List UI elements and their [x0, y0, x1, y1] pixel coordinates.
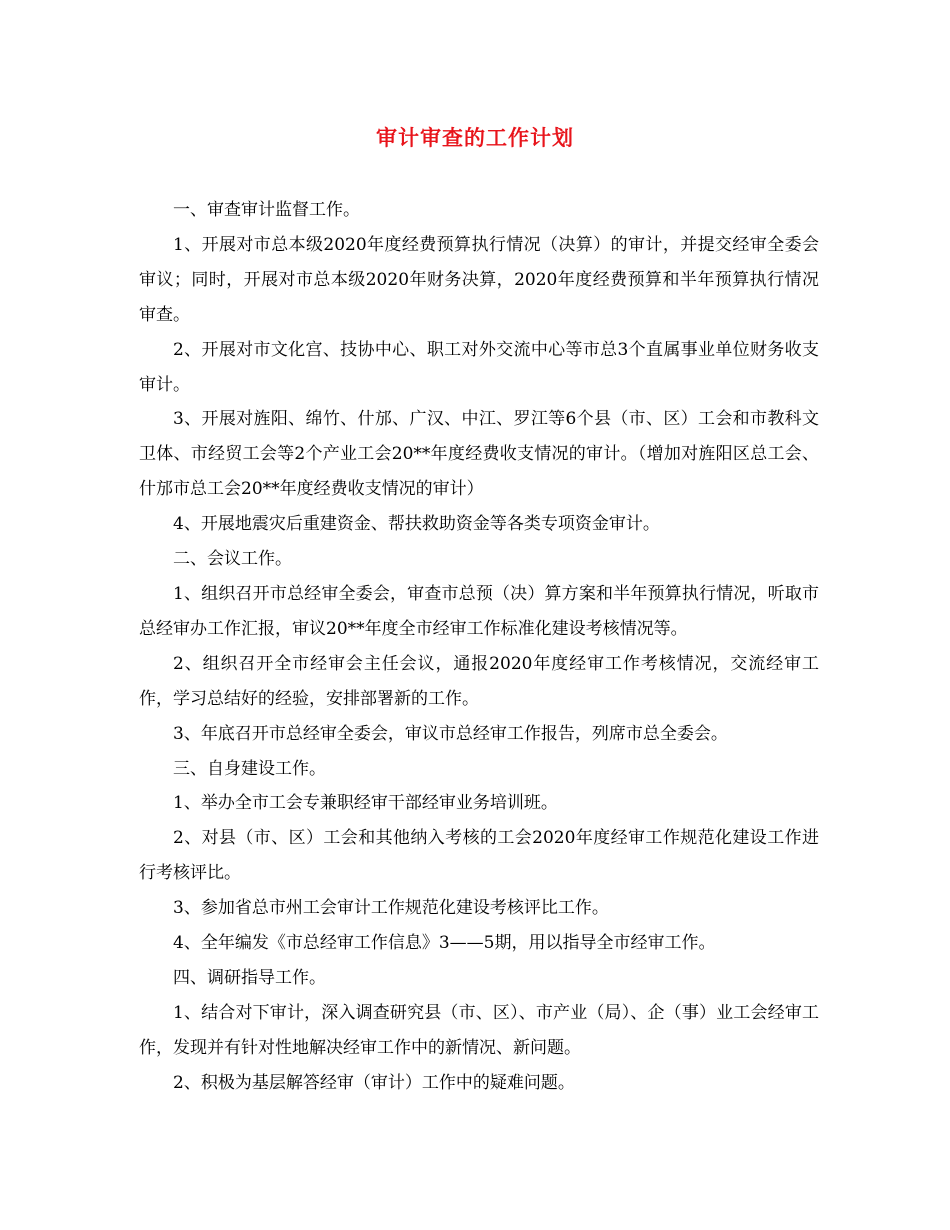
section-heading-2: 二、会议工作。: [173, 549, 292, 570]
document-title: 审计审查的工作计划: [376, 125, 574, 150]
section-heading-1: 一、审查审计监督工作。: [173, 200, 360, 220]
paragraph: 3、年底召开市总经审全委会，审议市总经审工作报告，列席市总全委会。: [173, 723, 728, 744]
section-heading-3: 三、自身建设工作。: [173, 758, 326, 779]
paragraph: 2、组织召开全市经审会主任会议，通报2020年度经审工作考核情况，交流经审工作，学习总结好的经验，安排部署新的工作。: [139, 653, 819, 709]
paragraph: 3、参加省总市州工会审计工作规范化建设考核评比工作。: [173, 898, 609, 919]
paragraph: 2、开展对市文化宫、技协中心、职工对外交流中心等市总3个直属事业单位财务收支审计。: [139, 339, 819, 395]
paragraph: 1、组织召开市总经审全委会，审查市总预（决）算方案和半年预算执行情况，听取市总经审办工作汇报，审议20**年度全市经审工作标准化建设考核情况等。: [139, 583, 819, 639]
paragraph: 2、对县（市、区）工会和其他纳入考核的工会2020年度经审工作规范化建设工作进行考核评比。: [139, 828, 819, 884]
paragraph: 1、结合对下审计，深入调查研究县（市、区）、市产业（局）、企（事）业工会经审工作，发现并有针对性地解决经审工作中的新情况、新问题。: [139, 1002, 819, 1058]
paragraph: 4、全年编发《市总经审工作信息》3——5期，用以指导全市经审工作。: [173, 933, 716, 954]
paragraph: 4、开展地震灾后重建资金、帮扶救助资金等各类专项资金审计。: [173, 514, 660, 535]
section-heading-4: 四、调研指导工作。: [173, 967, 326, 988]
paragraph: 2、积极为基层解答经审（审计）工作中的疑难问题。: [173, 1072, 575, 1093]
paragraph: 3、开展对旌阳、绵竹、什邡、广汉、中江、罗江等6个县（市、区）工会和市教科文卫体、市经贸工会等2个产业工会20**年度经费收支情况的审计。（增加对旌阳区总工会、什邡市总工会20**年度经费收支情况的审计）: [139, 409, 819, 500]
paragraph: 1、开展对市总本级2020年度经费预算执行情况（决算）的审计，并提交经审全委会审议；同时，开展对市总本级2020年财务决算，2020年度经费预算和半年预算执行情况审查。: [139, 234, 819, 325]
document-body: [139, 193, 819, 1101]
paragraph: 1、举办全市工会专兼职经审干部经审业务培训班。: [173, 793, 558, 814]
